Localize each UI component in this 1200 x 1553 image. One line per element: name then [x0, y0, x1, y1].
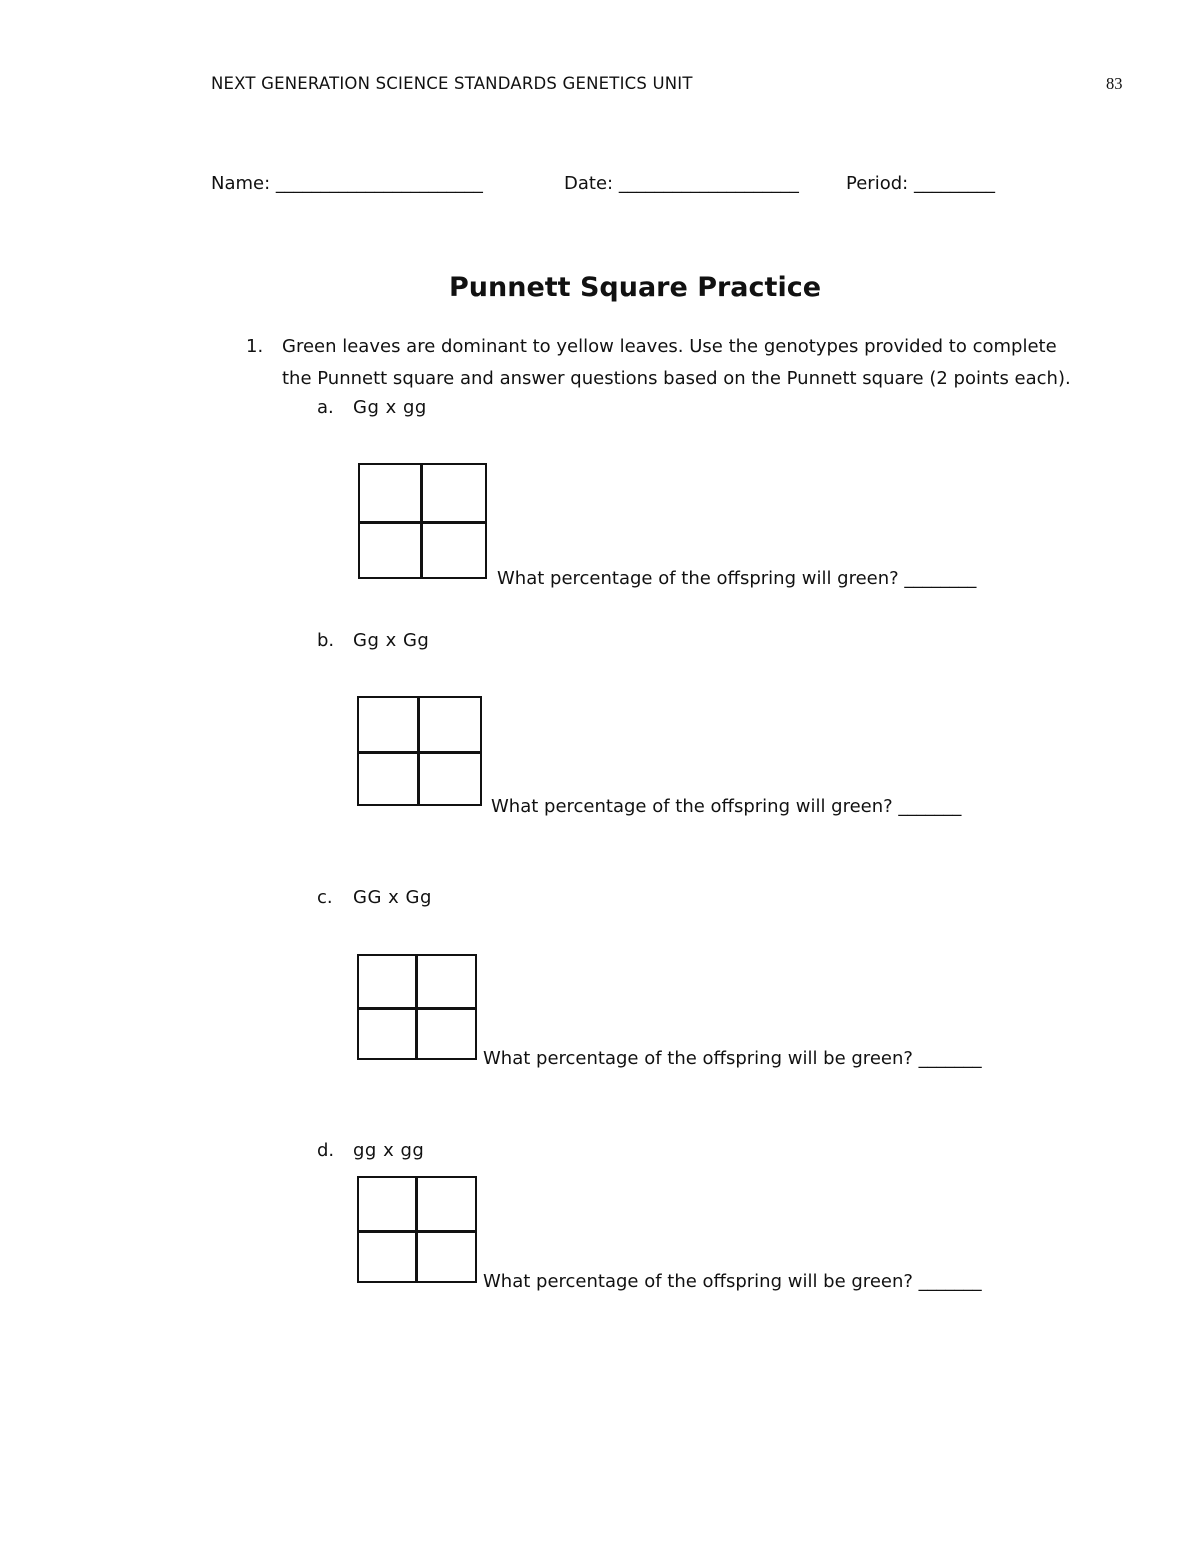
question-text-line-1: Green leaves are dominant to yellow leaves. Use the genotypes provided to complete: [282, 336, 1057, 357]
part-a-prompt: What percentage of the offspring will green? ________: [497, 568, 977, 589]
punnett-divider-horizontal: [360, 521, 485, 524]
date-blank[interactable]: ____________________: [618, 173, 799, 194]
page-number: 83: [1106, 74, 1123, 93]
punnett-divider-horizontal: [359, 1230, 475, 1233]
name-field: [211, 173, 483, 194]
part-d-cross: gg x gg: [353, 1140, 425, 1161]
worksheet-title: Punnett Square Practice: [448, 272, 822, 303]
punnett-square-c[interactable]: [357, 954, 477, 1060]
punnett-divider-horizontal: [359, 751, 480, 754]
part-d-prompt: What percentage of the offspring will be green? _______: [483, 1271, 982, 1292]
question-number: 1.: [246, 336, 264, 357]
part-b-letter: b.: [317, 630, 335, 651]
date-label: Date:: [564, 173, 614, 194]
period-field: [846, 173, 995, 194]
running-header: NEXT GENERATION SCIENCE STANDARDS GENETICS UNIT: [211, 74, 693, 93]
name-blank[interactable]: _______________________: [275, 173, 483, 194]
part-c-prompt: What percentage of the offspring will be green? _______: [483, 1048, 982, 1069]
punnett-square-b[interactable]: [357, 696, 482, 806]
punnett-divider-horizontal: [359, 1007, 475, 1010]
period-label: Period:: [846, 173, 909, 194]
part-b-cross: Gg x Gg: [353, 630, 430, 651]
part-c-letter: c.: [317, 887, 333, 908]
question-text-line-2: the Punnett square and answer questions based on the Punnett square (2 points each).: [282, 368, 1071, 389]
part-a-cross: Gg x gg: [353, 397, 427, 418]
period-blank[interactable]: _________: [913, 173, 995, 194]
part-a-letter: a.: [317, 397, 334, 418]
part-d-letter: d.: [317, 1140, 335, 1161]
date-field: [564, 173, 799, 194]
name-label: Name:: [211, 173, 271, 194]
punnett-square-d[interactable]: [357, 1176, 477, 1283]
part-b-prompt: What percentage of the offspring will green? _______: [491, 796, 962, 817]
part-c-cross: GG x Gg: [353, 887, 432, 908]
punnett-square-a[interactable]: [358, 463, 487, 579]
